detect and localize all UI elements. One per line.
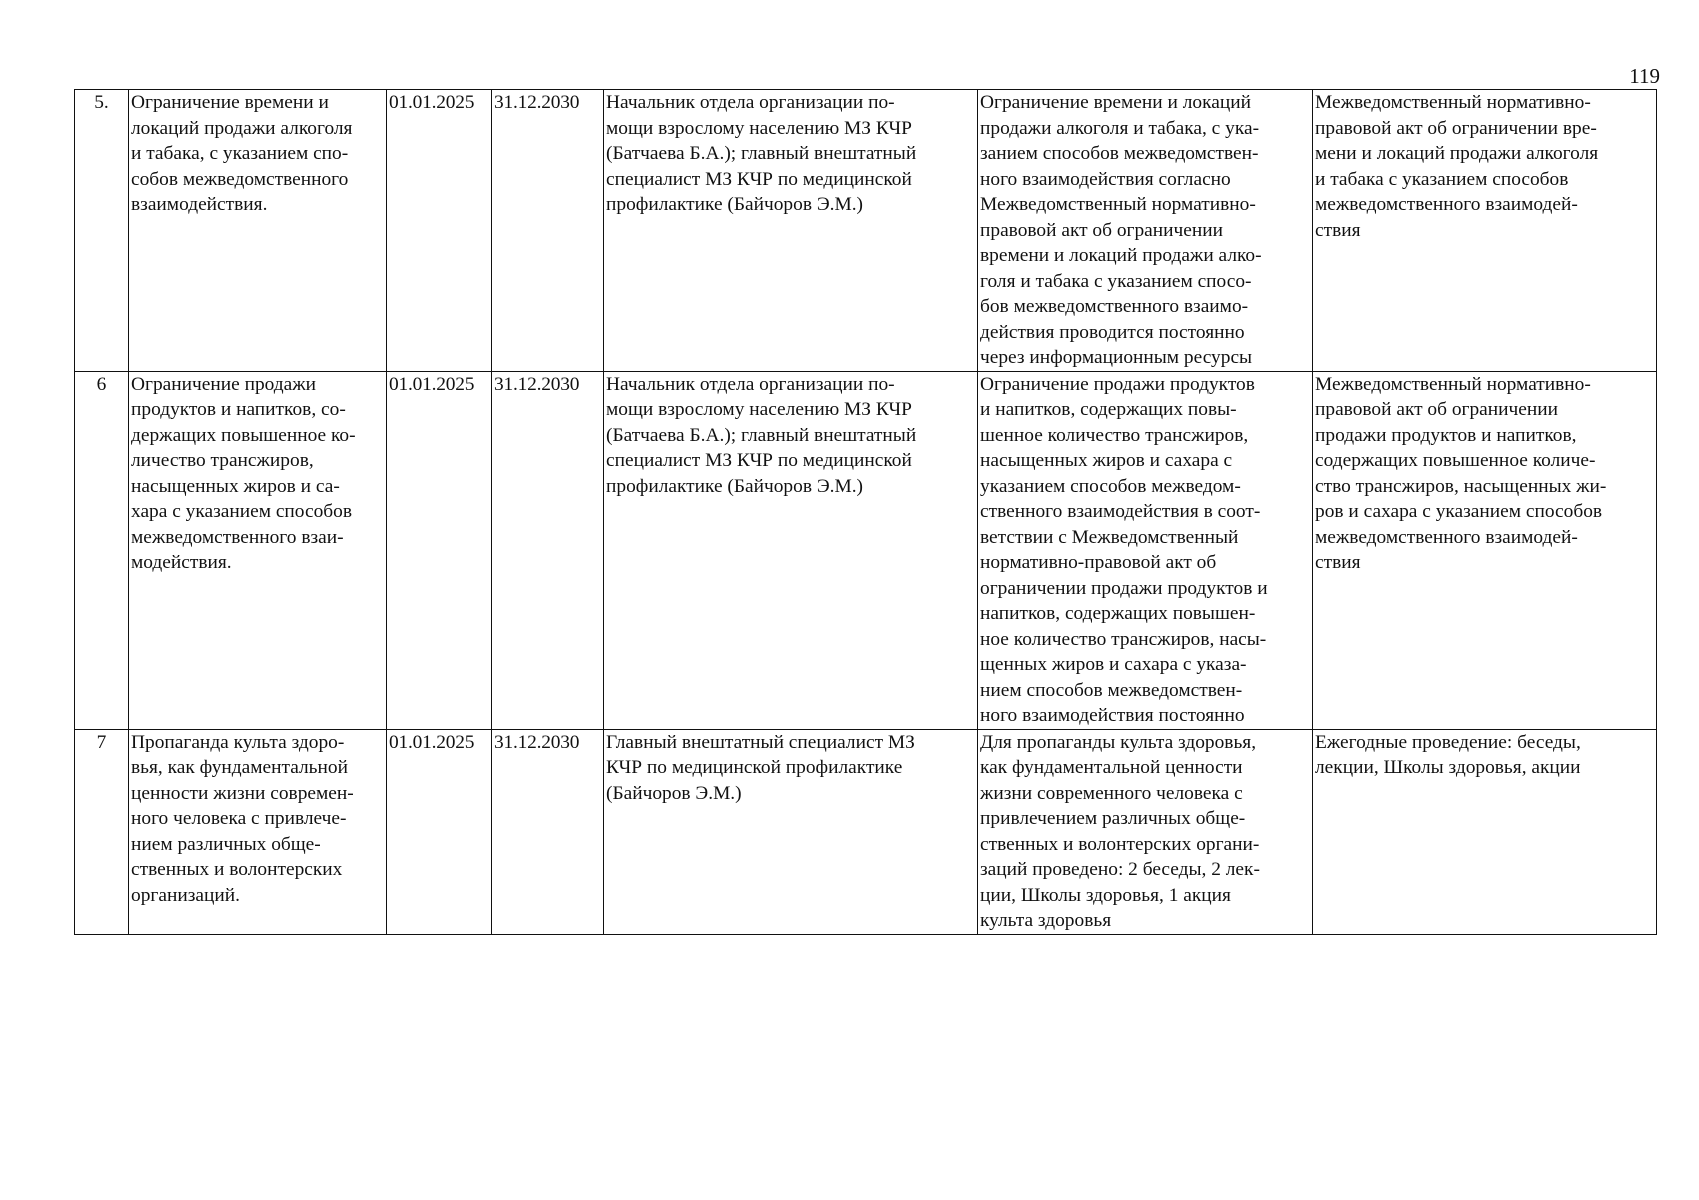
table-row: [75, 371, 1657, 729]
status-cell: Ограничение продажи продуктов и напитков, содержащих повы- шенное количество трансжиров, насыщенных жиров и сахара с указанием способов межведом- ственного взаимодействия в соот- ветствии с Межведомственный нормативно-правовой акт об ограничении продажи продуктов и напитков, содержащих повышен- ное количество трансжиров, насы- щенных жиров и сахара с указа- нием способов межведомствен- ного взаимодействия постоянно: [978, 371, 1313, 729]
responsible-cell: Начальник отдела организации по- мощи взрослому населению МЗ КЧР (Батчаева Б.А.); главный внештатный специалист МЗ КЧР по медицинской профилактике (Байчоров Э.М.): [604, 371, 978, 729]
page-number: 119: [1629, 64, 1660, 88]
measures-table: [74, 89, 1657, 935]
row-number-cell: 6: [75, 371, 129, 729]
measure-title-cell: Пропаганда культа здоро- вья, как фундаментальной ценности жизни современ- ного человека с привлече- нием различных обще- ственных и волонтерских организаций.: [129, 729, 387, 934]
status-cell: Ограничение времени и локаций продажи алкоголя и табака, с ука- занием способов межведомствен- ного взаимодействия согласно Межведомственный нормативно- правовой акт об ограничении времени и локаций продажи алко- голя и табака с указанием спосо- бов межведомственного взаимо- действия проводится постоянно через информационным ресурсы: [978, 90, 1313, 372]
measure-title-cell: Ограничение продажи продуктов и напитков, со- держащих повышенное ко- личество трансжиров, насыщенных жиров и са- хара с указанием способов межведомственного взаи- модействия.: [129, 371, 387, 729]
result-cell: Межведомственный нормативно- правовой акт об ограничении вре- мени и локаций продажи алкоголя и табака с указанием способов межведомственного взаимодей- ствия: [1313, 90, 1657, 372]
responsible-cell: Главный внештатный специалист МЗ КЧР по медицинской профилактике (Байчоров Э.М.): [604, 729, 978, 934]
end-date-cell: 31.12.2030: [492, 729, 604, 934]
result-cell: Межведомственный нормативно- правовой акт об ограничении продажи продуктов и напитков, содержащих повышенное количе- ство трансжиров, насыщенных жи- ров и сахара с указанием способов межведомственного взаимодей- ствия: [1313, 371, 1657, 729]
status-cell: Для пропаганды культа здоровья, как фундаментальной ценности жизни современного человека с привлечением различных обще- ственных и волонтерских органи- заций проведено: 2 беседы, 2 лек- ции, Школы здоровья, 1 акция культа здоровья: [978, 729, 1313, 934]
table-row: [75, 90, 1657, 372]
measure-title-cell: Ограничение времени и локаций продажи алкоголя и табака, с указанием спо- собов межведомственного взаимодействия.: [129, 90, 387, 372]
table-row: [75, 729, 1657, 934]
responsible-cell: Начальник отдела организации по- мощи взрослому населению МЗ КЧР (Батчаева Б.А.); главный внештатный специалист МЗ КЧР по медицинской профилактике (Байчоров Э.М.): [604, 90, 978, 372]
end-date-cell: 31.12.2030: [492, 371, 604, 729]
row-number-cell: 5.: [75, 90, 129, 372]
start-date-cell: 01.01.2025: [387, 729, 492, 934]
start-date-cell: 01.01.2025: [387, 90, 492, 372]
row-number-cell: 7: [75, 729, 129, 934]
result-cell: Ежегодные проведение: беседы, лекции, Школы здоровья, акции: [1313, 729, 1657, 934]
end-date-cell: 31.12.2030: [492, 90, 604, 372]
start-date-cell: 01.01.2025: [387, 371, 492, 729]
